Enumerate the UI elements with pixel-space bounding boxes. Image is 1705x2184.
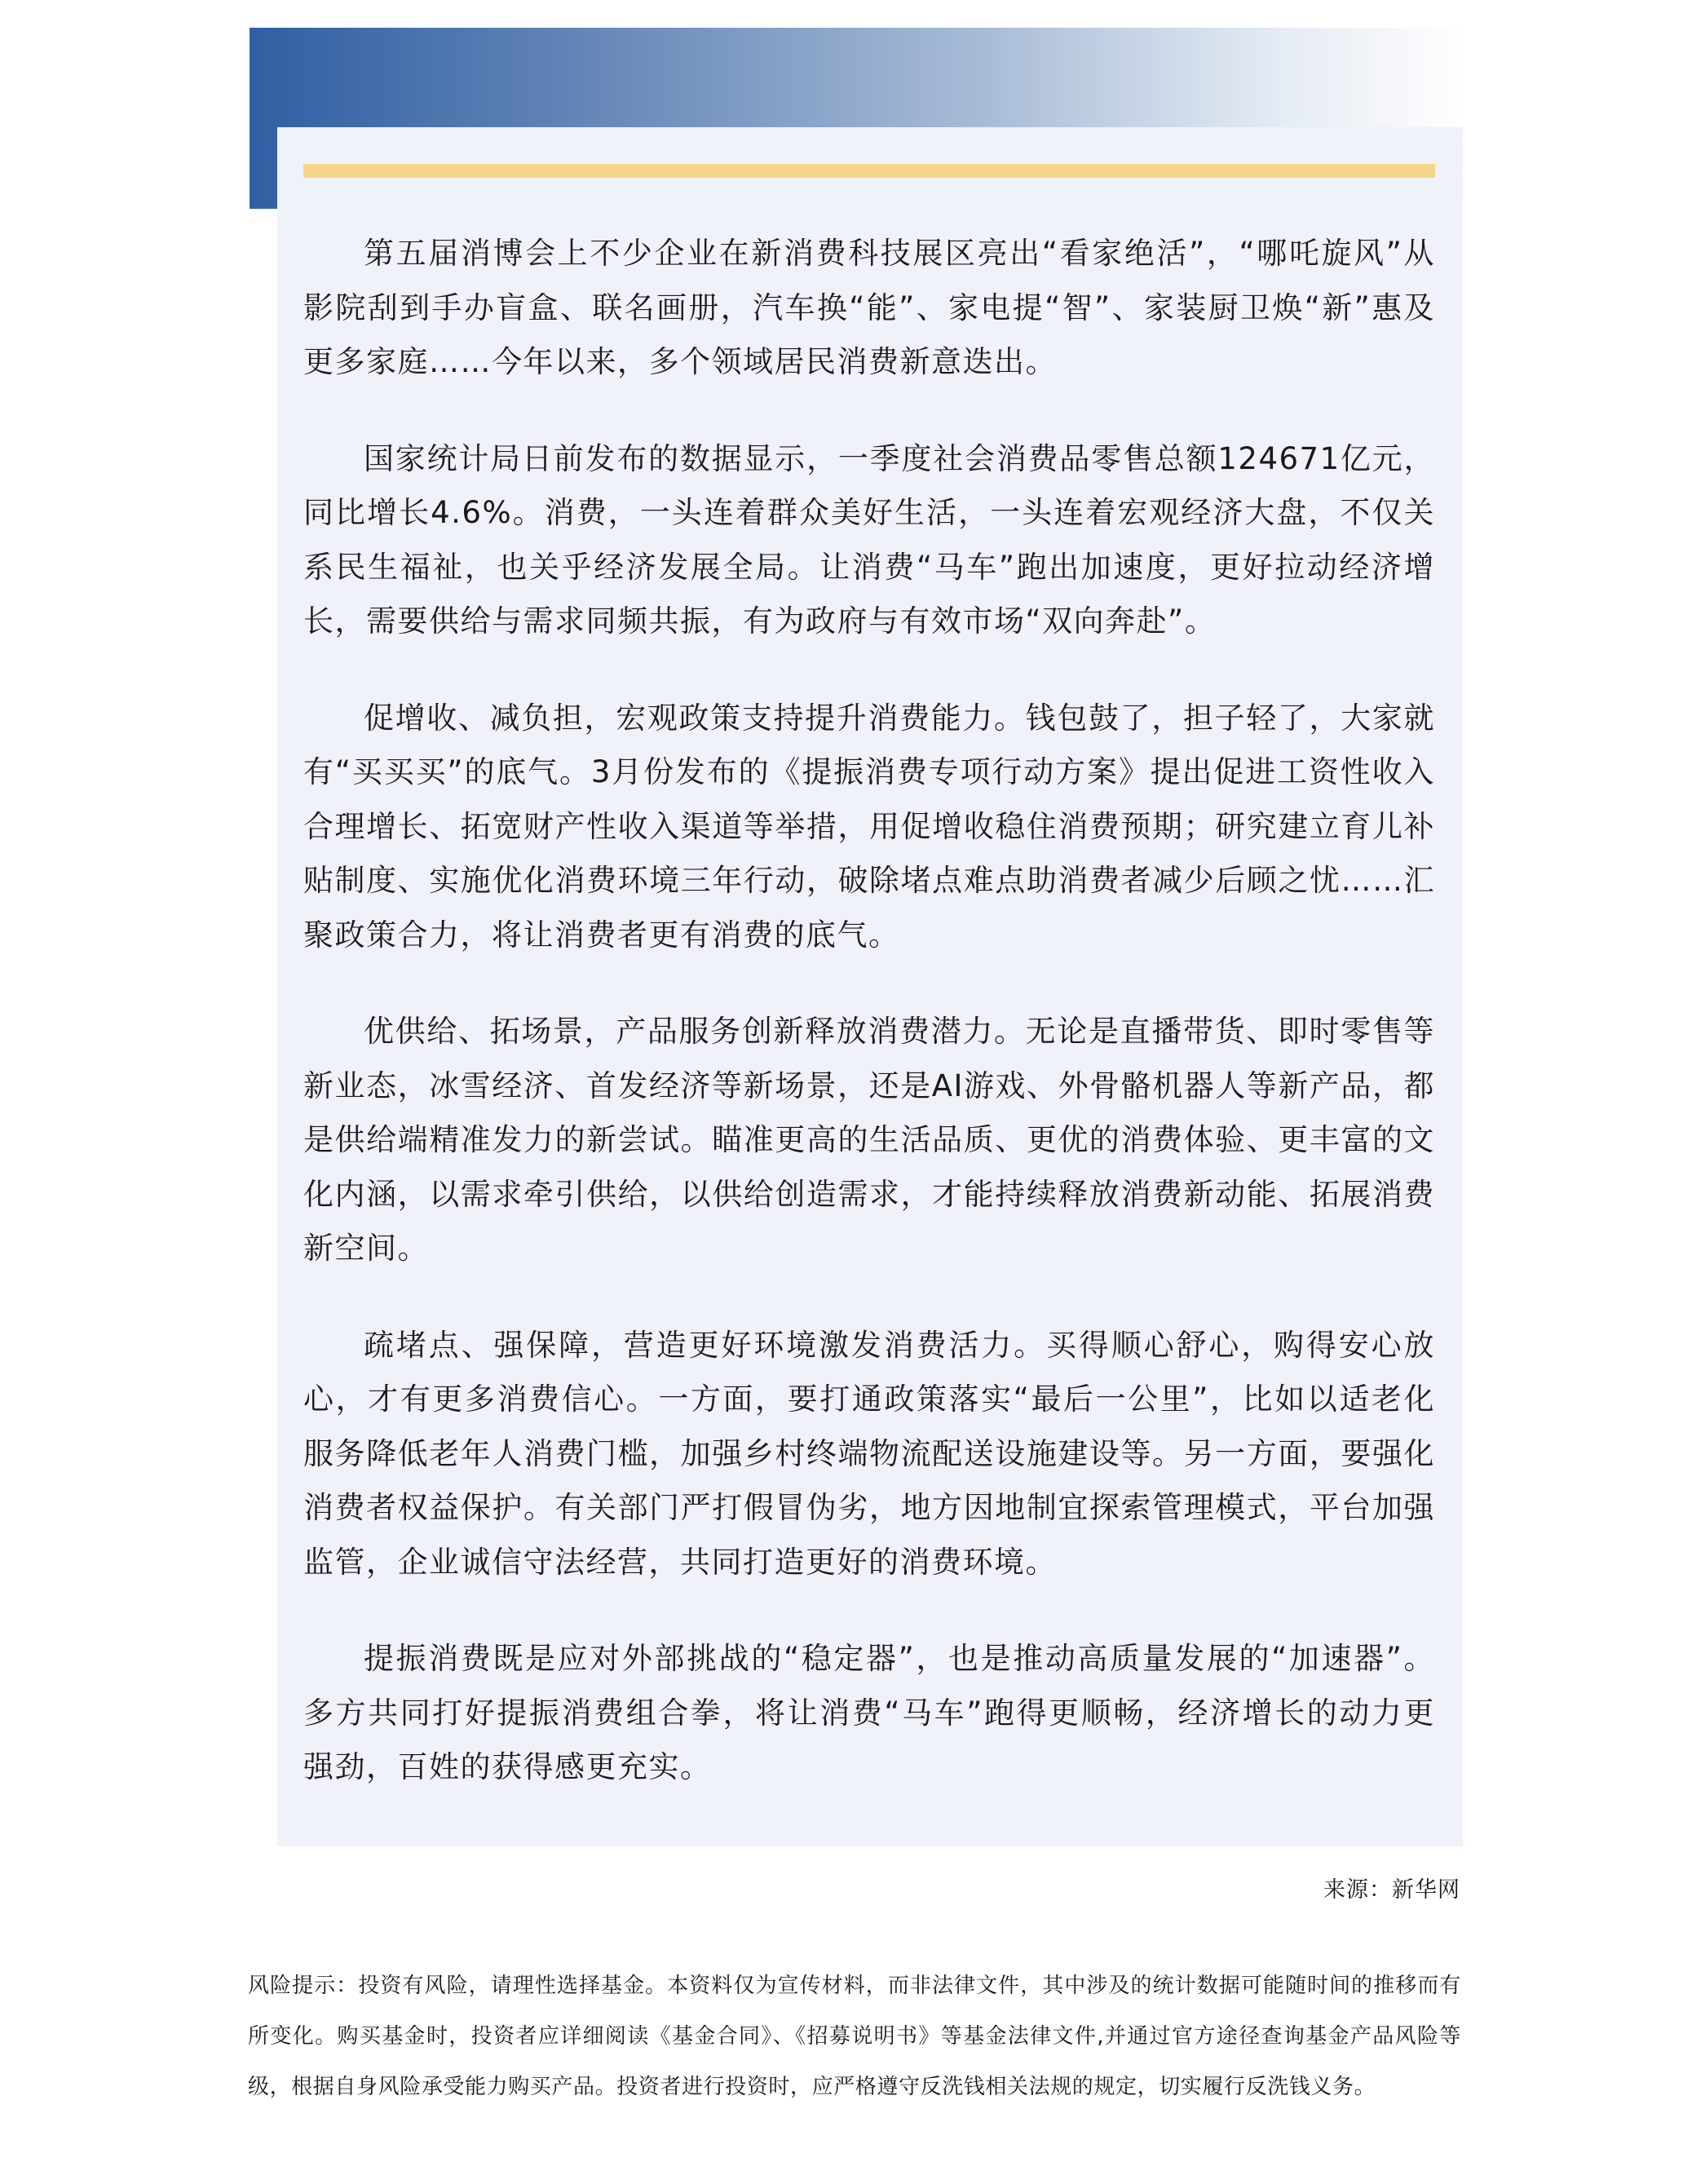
accent-divider xyxy=(303,164,1435,178)
article-body xyxy=(303,227,1435,1837)
risk-disclaimer: 风险提示：投资有风险，请理性选择基金。本资料仅为宣传材料，而非法律文件，其中涉及的统计数据可能随时间的推移而有所变化。购买基金时，投资者应详细阅读《基金合同》、《招募说明书》等基金法律文件,并通过官方途径查询基金产品风险等级，根据自身风险承受能力购买产品。投资者进行投资时，应严格遵守反洗钱相关法规的规定，切实履行反洗钱义务。 xyxy=(248,1974,1461,2099)
article-paragraph: 提振消费既是应对外部挑战的“稳定器”，也是推动高质量发展的“加速器”。多方共同打好提振消费组合拳，将让消费“马车”跑得更顺畅，经济增长的动力更强劲，百姓的获得感更充实。 xyxy=(303,1641,1436,1784)
article-paragraph: 疏堵点、强保障，营造更好环境激发消费活力。买得顺心舒心，购得安心放心，才有更多消费信心。一方面，要打通政策落实“最后一公里”，比如以适老化服务降低老年人消费门槛，加强乡村终端物流配送设施建设等。另一方面，要强化消费者权益保护。有关部门严打假冒伪劣，地方因地制宜探索管理模式，平台加强监管，企业诚信守法经营，共同打造更好的消费环境。 xyxy=(303,1327,1435,1580)
source-credit: 来源：新华网 xyxy=(1323,1877,1460,1903)
article-paragraph: 第五届消博会上不少企业在新消费科技展区亮出“看家绝活”，“哪吒旋风”从影院刮到手办盲盒、联名画册，汽车换“能”、家电提“智”、家装厨卫焕“新”惠及更多家庭……今年以来，多个领域居民消费新意迭出。 xyxy=(303,236,1435,379)
article-paragraph: 优供给、拓场景，产品服务创新释放消费潜力。无论是直播带货、即时零售等新业态，冰雪经济、首发经济等新场景，还是AI游戏、外骨骼机器人等新产品，都是供给端精准发力的新尝试。瞄准更高的生活品质、更优的消费体验、更丰富的文化内涵，以需求牵引供给，以供给创造需求，才能持续释放消费新动能、拓展消费新空间。 xyxy=(303,1014,1435,1266)
article-paragraph: 促增收、减负担，宏观政策支持提升消费能力。钱包鼓了，担子轻了，大家就有“买买买”的底气。3月份发布的《提振消费专项行动方案》提出促进工资性收入合理增长、拓宽财产性收入渠道等举措，用促增收稳住消费预期；研究建立育儿补贴制度、实施优化消费环境三年行动，破除堵点难点助消费者减少后顾之忧……汇聚政策合力，将让消费者更有消费的底气。 xyxy=(303,700,1435,953)
article-paragraph: 国家统计局日前发布的数据显示，一季度社会消费品零售总额124671亿元，同比增长4.6%。消费，一头连着群众美好生活，一头连着宏观经济大盘，不仅关系民生福祉，也关乎经济发展全局。让消费“马车”跑出加速度，更好拉动经济增长，需要供给与需求同频共振，有为政府与有效市场“双向奔赴”。 xyxy=(303,440,1435,639)
